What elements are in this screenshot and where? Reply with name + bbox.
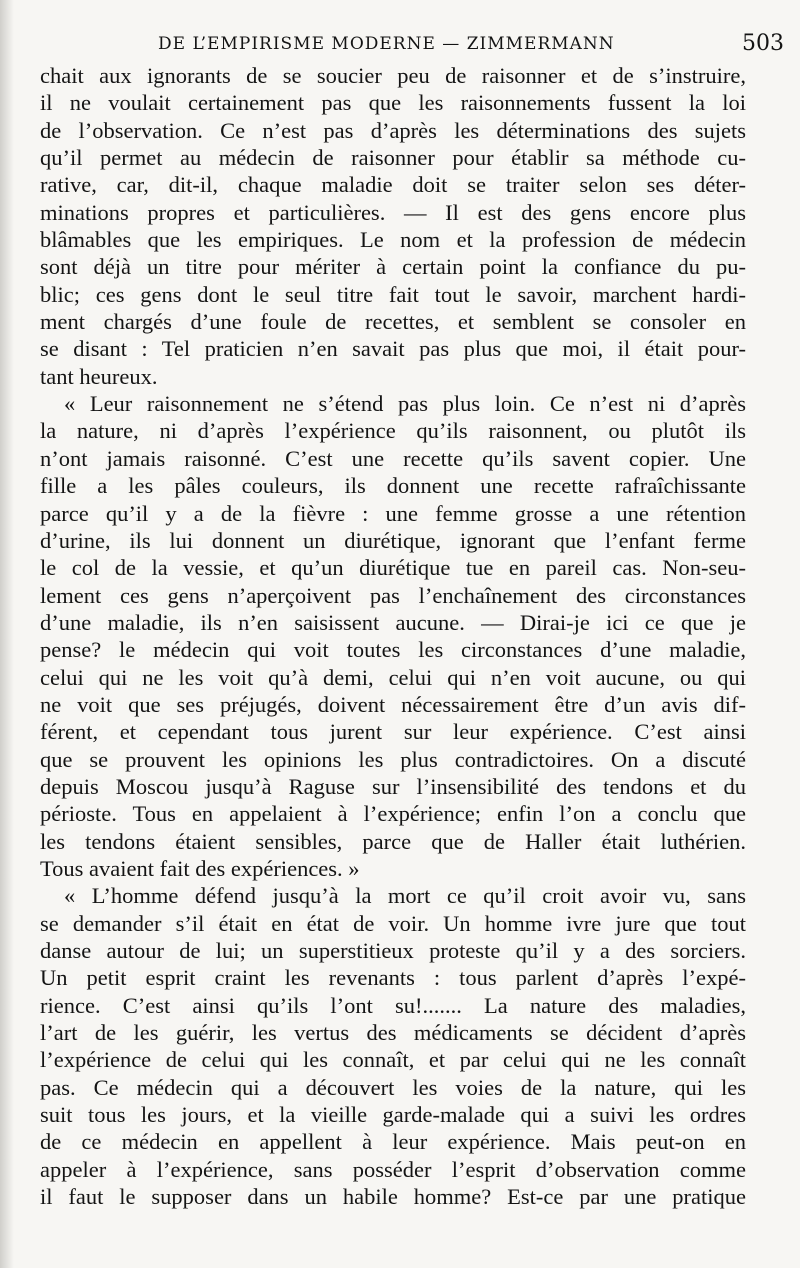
- text-line: tant heureux.: [40, 363, 158, 389]
- text-line: férent, et cependant tous jurent sur leur expérience. C’est ainsi: [40, 719, 746, 745]
- body-text: [40, 62, 746, 1210]
- text-line: « L’homme défend jusqu’à la mort ce qu’il croit avoir vu, sans: [64, 883, 746, 909]
- text-line: Un petit esprit craint les revenants : tous parlent d’après l’expé-: [40, 965, 746, 991]
- text-line: d’une maladie, ils n’en saisissent aucune. — Dirai-je ici ce que je: [40, 609, 746, 635]
- text-line: parce qu’il y a de la fièvre : une femme grosse a une rétention: [40, 500, 746, 526]
- text-line: l’art de les guérir, les vertus des médicaments se décident d’après: [40, 1020, 746, 1046]
- text-line: il ne voulait certainement pas que les raisonnements fussent la loi: [40, 90, 746, 116]
- text-line: lement ces gens n’aperçoivent pas l’enchaînement des circonstances: [40, 582, 746, 608]
- running-header: [158, 31, 784, 58]
- text-line: qu’il permet au médecin de raisonner pour établir sa méthode cu-: [40, 145, 746, 171]
- text-line: pense? le médecin qui voit toutes les circonstances d’une maladie,: [40, 637, 746, 663]
- text-line: que se prouvent les opinions les plus contradictoires. On a discuté: [40, 746, 746, 772]
- page-number: 503: [742, 31, 784, 56]
- text-line: Tous avaient fait des expériences. »: [40, 855, 360, 881]
- text-line: blic; ces gens dont le seul titre fait tout le savoir, marchent hardi-: [40, 281, 746, 307]
- text-line: « Leur raisonnement ne s’étend pas plus loin. Ce n’est ni d’après: [64, 391, 746, 417]
- text-line: il faut le supposer dans un habile homme? Est-ce par une pratique: [40, 1184, 746, 1210]
- text-line: rative, car, dit-il, chaque maladie doit se traiter selon ses déter-: [40, 172, 746, 198]
- text-line: l’expérience de celui qui les connaît, et par celui qui ne les connaît: [40, 1047, 746, 1073]
- text-line: les tendons étaient sensibles, parce que de Haller était luthérien.: [40, 828, 746, 854]
- text-line: se disant : Tel praticien n’en savait pas plus que moi, il était pour-: [40, 336, 746, 362]
- text-line: de l’observation. Ce n’est pas d’après les déterminations des sujets: [40, 117, 746, 143]
- text-line: ment chargés d’une foule de recettes, et semblent se consoler en: [40, 309, 746, 335]
- text-line: danse autour de lui; un superstitieux proteste qu’il y a des sorciers.: [40, 938, 746, 963]
- text-line: blâmables que les empiriques. Le nom et la profession de médecin: [40, 227, 746, 253]
- text-line: rience. C’est ainsi qu’ils l’ont su!....... La nature des maladies,: [40, 992, 746, 1018]
- text-line: fille a les pâles couleurs, ils donnent une recette rafraîchissante: [40, 473, 746, 499]
- text-line: pas. Ce médecin qui a découvert les voies de la nature, qui les: [40, 1074, 746, 1100]
- text-line: de ce médecin en appellent à leur expérience. Mais peut-on en: [40, 1129, 746, 1155]
- text-line: suit tous les jours, et la vieille garde-malade qui a suivi les ordres: [40, 1102, 746, 1128]
- text-line: la nature, ni d’après l’expérience qu’ils raisonnent, ou plutôt ils: [40, 418, 746, 444]
- text-line: périoste. Tous en appelaient à l’expérience; enfin l’on a conclu que: [40, 801, 746, 827]
- text-line: appeler à l’expérience, sans posséder l’esprit d’observation comme: [40, 1156, 746, 1182]
- text-line: chait aux ignorants de se soucier peu de raisonner et de s’instruire,: [40, 63, 746, 88]
- running-header-title: DE L’EMPIRISME MODERNE — ZIMMERMANN: [158, 34, 615, 54]
- text-line: depuis Moscou jusqu’à Raguse sur l’insensibilité des tendons et du: [40, 773, 746, 799]
- text-line: minations propres et particulières. — Il est des gens encore plus: [40, 199, 746, 225]
- page-gutter-shadow: [0, 0, 14, 1268]
- text-line: d’urine, ils lui donnent un diurétique, ignorant que l’enfant ferme: [40, 527, 746, 553]
- text-line: ne voit que ses préjugés, doivent nécessairement être d’un avis dif-: [40, 691, 746, 717]
- text-line: sont déjà un titre pour mériter à certain point la confiance du pu-: [40, 254, 746, 280]
- text-line: n’ont jamais raisonné. C’est une recette qu’ils savent copier. Une: [40, 445, 746, 471]
- text-line: se demander s’il était en état de voir. Un homme ivre jure que tout: [40, 910, 746, 936]
- text-line: le col de la vessie, et qu’un diurétique tue en pareil cas. Non-seu-: [40, 555, 746, 581]
- text-line: celui qui ne les voit qu’à demi, celui qui n’en voit aucune, ou qui: [40, 664, 746, 690]
